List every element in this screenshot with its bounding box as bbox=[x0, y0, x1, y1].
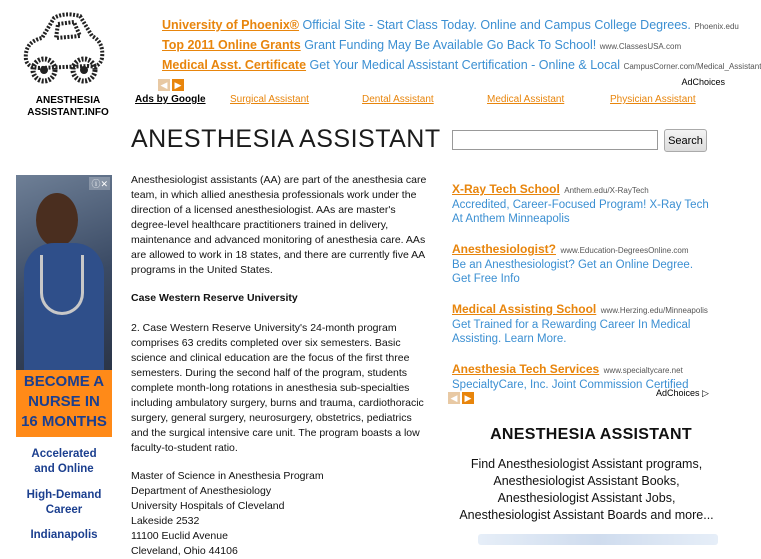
right-ad-desc[interactable]: SpecialtyCare, Inc. Joint Commission Certified bbox=[452, 379, 689, 391]
ads-by-google-link[interactable]: Ads by Google bbox=[135, 94, 206, 105]
right-ad[interactable] bbox=[452, 180, 712, 226]
linkbar-link-physician-assistant[interactable]: Physician Assistant bbox=[610, 94, 696, 105]
site-name-line2: ASSISTANT.INFO bbox=[27, 107, 109, 118]
top-ad-block bbox=[162, 16, 761, 76]
site-name[interactable] bbox=[8, 95, 128, 119]
nursing-banner-ad[interactable] bbox=[16, 175, 112, 545]
right-ad-title[interactable]: Anesthesiologist? bbox=[452, 242, 557, 256]
promo-image-strip bbox=[478, 534, 718, 545]
prev-arrow-icon[interactable]: ◀ bbox=[158, 79, 170, 91]
article-paragraph: 2. Case Western Reserve University's 24-month program comprises 63 credits completed over six semesters. Basic science and clinical education are the focus of the first three semesters. During the second half of the program, students complete month-long rotations in anesthesia sub-specialties including ambulatory surgery, burns and trauma, cardiothoracic surgery, general surgery, neurosurgery, obstetrics, pediatrics and the surgical intensive care unit. The program boasts a low faculty-to-student ratio. bbox=[131, 322, 424, 454]
top-ad-url[interactable]: Phoenix.edu bbox=[694, 22, 739, 31]
address-line: Master of Science in Anesthesia Program bbox=[131, 470, 324, 482]
top-ad-nav bbox=[158, 75, 186, 93]
search-button[interactable]: Search bbox=[664, 129, 707, 152]
link-bar bbox=[135, 94, 727, 108]
promo-line: Find Anesthesiologist Assistant programs, bbox=[470, 457, 703, 471]
banner-line: and Online bbox=[34, 463, 94, 475]
linkbar-link-surgical-assistant[interactable]: Surgical Assistant bbox=[230, 94, 309, 105]
banner-line: Career bbox=[45, 504, 83, 516]
right-ad-desc[interactable]: Be an Anesthesiologist? Get an Online Degree. Get Free Info bbox=[452, 259, 694, 285]
right-ad[interactable] bbox=[452, 300, 712, 346]
banner-headline bbox=[16, 372, 112, 432]
address-line: Department of Anesthesiology bbox=[131, 485, 272, 497]
top-ad-url[interactable]: CampusCorner.com/Medical_Assistant bbox=[623, 62, 761, 71]
next-arrow-icon[interactable]: ▶ bbox=[172, 79, 184, 91]
top-ad-desc[interactable]: Grant Funding May Be Available Go Back To School! bbox=[304, 38, 597, 52]
adchoices-link[interactable]: AdChoices bbox=[681, 77, 725, 87]
banner-line: Accelerated bbox=[31, 448, 97, 460]
right-ad-desc[interactable]: Get Trained for a Rewarding Career In Medical Assisting. Learn More. bbox=[452, 319, 691, 345]
site-name-line1: ANESTHESIA bbox=[35, 95, 101, 106]
right-ad-url[interactable]: www.Herzing.edu/Minneapolis bbox=[600, 306, 708, 315]
banner-headline-line: NURSE IN bbox=[28, 393, 100, 410]
promo-title: ANESTHESIA ASSISTANT bbox=[490, 426, 692, 443]
address-block bbox=[131, 469, 431, 559]
next-arrow-icon[interactable]: ▶ bbox=[462, 392, 474, 404]
right-ad-url[interactable]: www.Education-DegreesOnline.com bbox=[560, 246, 689, 255]
address-line: Cleveland, Ohio 44106 bbox=[131, 545, 238, 557]
right-ad-url[interactable]: Anthem.edu/X-RayTech bbox=[564, 186, 649, 195]
promo-line: Anesthesiologist Assistant Boards and more... bbox=[459, 508, 714, 522]
right-ad-nav bbox=[448, 388, 476, 406]
right-ad-url[interactable]: www.specialtycare.net bbox=[603, 366, 683, 375]
article-heading: Case Western Reserve University bbox=[131, 292, 298, 304]
car-logo-icon bbox=[18, 8, 108, 96]
promo-line: Anesthesiologist Assistant Books, bbox=[493, 474, 680, 488]
ad-info-icon[interactable]: ⓘ✕ bbox=[91, 179, 108, 189]
top-ad-row[interactable] bbox=[162, 16, 739, 36]
top-ad-title[interactable]: University of Phoenix® bbox=[162, 18, 300, 32]
top-ad-desc[interactable]: Official Site - Start Class Today. Online and Campus College Degrees. bbox=[302, 18, 691, 32]
search-input[interactable] bbox=[452, 130, 658, 150]
site-logo[interactable] bbox=[18, 8, 108, 96]
promo-line: Anesthesiologist Assistant Jobs, bbox=[497, 491, 676, 505]
top-ad-row[interactable] bbox=[162, 56, 761, 76]
top-ad-row[interactable] bbox=[162, 36, 727, 56]
banner-headline-line: BECOME A bbox=[23, 373, 105, 390]
top-ad-title[interactable]: Medical Asst. Certificate bbox=[162, 58, 307, 72]
right-ad-title[interactable]: Anesthesia Tech Services bbox=[452, 362, 600, 376]
address-line: 11100 Euclid Avenue bbox=[131, 530, 228, 542]
right-ad[interactable] bbox=[452, 240, 712, 286]
promo-text bbox=[446, 456, 727, 524]
address-line: Lakeside 2532 bbox=[131, 515, 200, 527]
linkbar-link-dental-assistant[interactable]: Dental Assistant bbox=[362, 94, 434, 105]
address-line: University Hospitals of Cleveland bbox=[131, 500, 285, 512]
top-ad-desc[interactable]: Get Your Medical Assistant Certification - Online & Local bbox=[309, 58, 621, 72]
article-body bbox=[131, 173, 431, 559]
top-ad-title[interactable]: Top 2011 Online Grants bbox=[162, 38, 301, 52]
prev-arrow-icon[interactable]: ◀ bbox=[448, 392, 460, 404]
banner-headline-line: 16 MONTHS bbox=[21, 413, 107, 430]
page-title: ANESTHESIA ASSISTANT bbox=[131, 125, 441, 153]
linkbar-link-medical-assistant[interactable]: Medical Assistant bbox=[487, 94, 565, 105]
top-ad-url[interactable]: www.ClassesUSA.com bbox=[599, 42, 682, 51]
nurse-photo bbox=[16, 175, 112, 370]
right-ad-block bbox=[452, 180, 712, 406]
banner-line: Indianapolis bbox=[30, 529, 98, 541]
article-intro: Anesthesiologist assistants (AA) are part of the anesthesia care team, in which allied anesthesia professionals work under the direction of a licensed anesthesiologist. AAs are master's degree-level healthcare practitioners trained in delivery, maintenance and advanced monitoring of anesthesia care. AAs are allowed to work in 18 states, and there are currently five AA programs in the United States. bbox=[131, 174, 427, 276]
right-ad-desc[interactable]: Accredited, Career-Focused Program! X-Ray Tech At Anthem Minneapolis bbox=[452, 199, 709, 225]
right-ad-title[interactable]: X-Ray Tech School bbox=[452, 182, 560, 196]
right-ad-title[interactable]: Medical Assisting School bbox=[452, 302, 597, 316]
adchoices-link[interactable]: AdChoices ▷ bbox=[656, 388, 709, 398]
nurse-face bbox=[36, 193, 78, 247]
stethoscope-icon bbox=[40, 255, 84, 315]
banner-line: High-Demand bbox=[26, 489, 102, 501]
